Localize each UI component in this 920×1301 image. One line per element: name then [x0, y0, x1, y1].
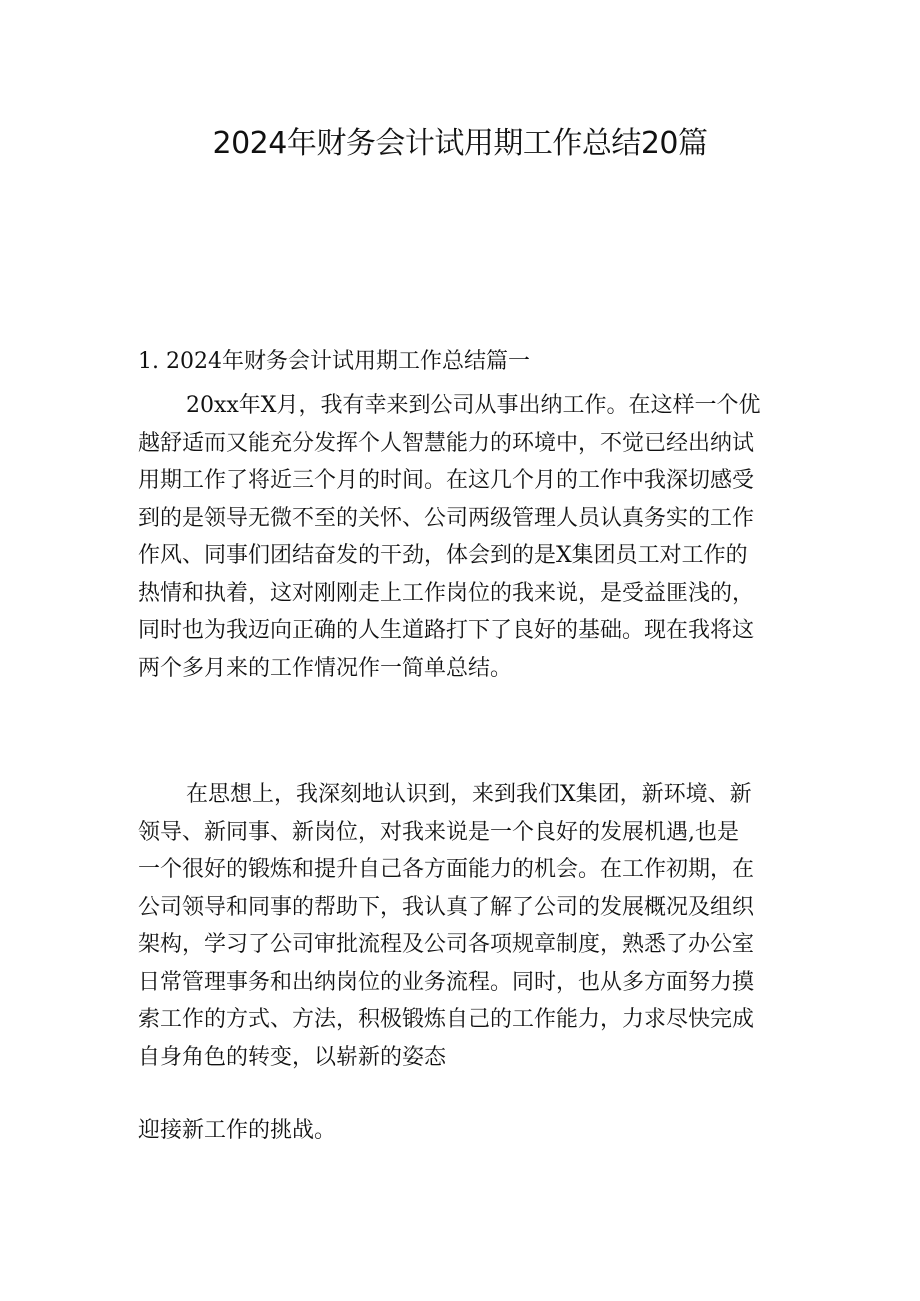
paragraph-tail-line: 迎接新工作的挑战。 [138, 1118, 337, 1143]
paragraph-line: 架构，学习了公司审批流程及公司各项规章制度，熟悉了办公室 [138, 932, 755, 957]
paragraph-line: 自身角色的转变，以崭新的姿态 [138, 1044, 447, 1070]
paragraph-line: 领导、新同事、新岗位，对我来说是一个良好的发展机遇,也是 [138, 819, 739, 845]
paragraph-line: 在思想上，我深刻地认识到，来到我们X集团，新环境、新 [186, 782, 752, 807]
paragraph-2 [138, 776, 798, 1076]
paragraph-line: 同时也为我迈向正确的人生道路打下了良好的基础。现在我将这 [138, 618, 755, 643]
paragraph-1 [138, 387, 798, 687]
paragraph-line: 越舒适而又能充分发挥个人智慧能力的环境中，不觉已经出纳试 [138, 430, 755, 456]
paragraph-line: 用期工作了将近三个月的时间。在这几个月的工作中我深切感受 [138, 468, 755, 493]
paragraph-line: 公司领导和同事的帮助下，我认真了解了公司的发展概况及组织 [138, 894, 755, 920]
paragraph-line: 热情和执着，这对刚刚走上工作岗位的我来说，是受益匪浅的， [138, 580, 755, 606]
paragraph-line: 到的是领导无微不至的关怀、公司两级管理人员认真务实的工作 [138, 505, 755, 531]
paragraph-line: 日常管理事务和出纳岗位的业务流程。同时，也从多方面努力摸 [138, 969, 755, 995]
paragraph-line: 作风、同事们团结奋发的干劲，体会到的是X集团员工对工作的 [138, 543, 748, 568]
section-heading: 1. 2024年财务会计试用期工作总结篇一 [138, 349, 530, 374]
paragraph-line: 索工作的方式、方法，积极锻炼自己的工作能力，力求尽快完成 [138, 1007, 755, 1032]
paragraph-line: 20xx年X月，我有幸来到公司从事出纳工作。在这样一个优 [186, 393, 761, 418]
document-title: 2024年财务会计试用期工作总结20篇 [212, 126, 708, 161]
paragraph-line: 一个很好的锻炼和提升自己各方面能力的机会。在工作初期，在 [138, 857, 755, 882]
paragraph-line: 两个多月来的工作情况作一简单总结。 [138, 655, 513, 681]
